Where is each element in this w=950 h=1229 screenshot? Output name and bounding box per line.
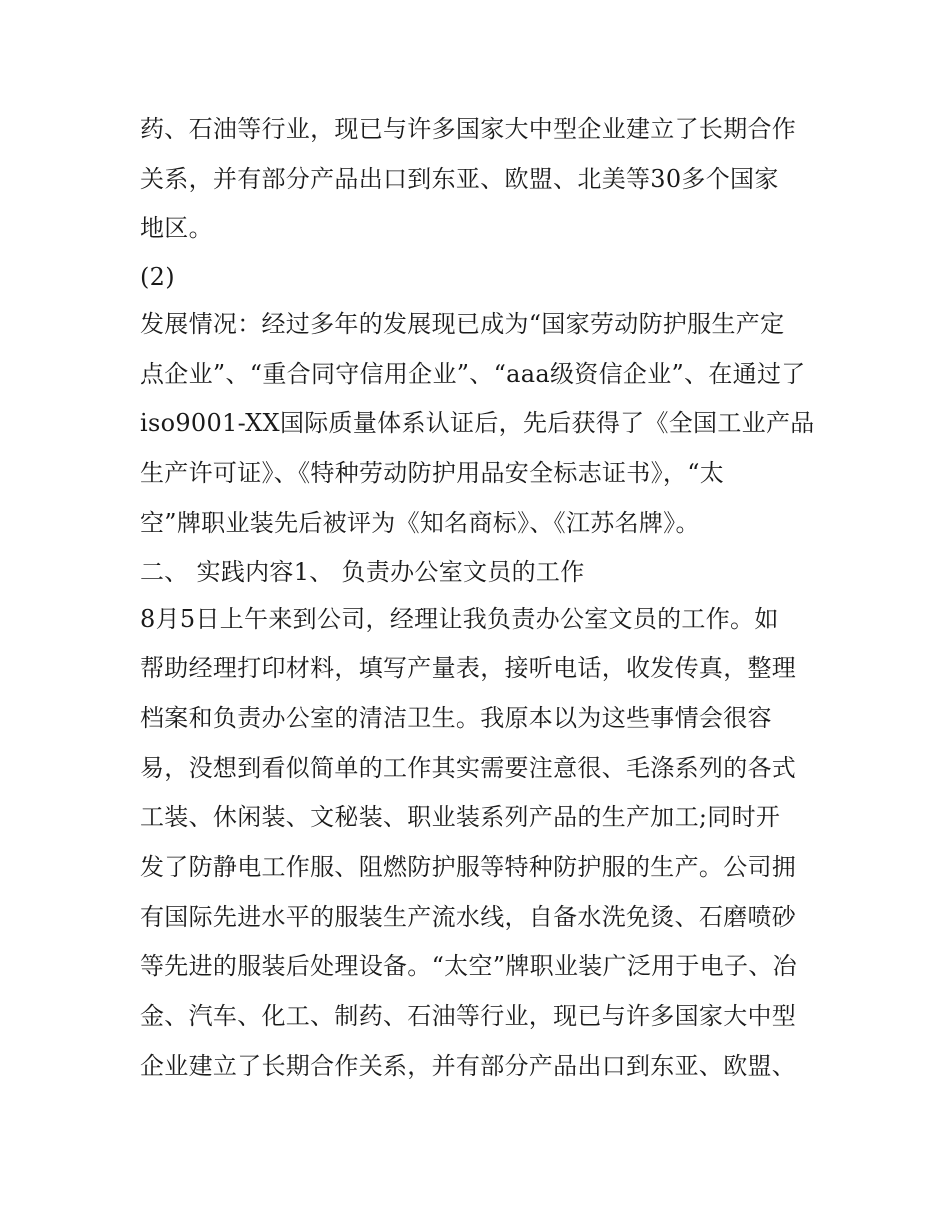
text-line: 等先进的服装后处理设备。“太空”牌职业装广泛用于电子、冶: [140, 952, 797, 981]
text-line: 档案和负责办公室的清洁卫生。我原本以为这些事情会很容: [140, 703, 772, 732]
text-line: 关系，并有部分产品出口到东亚、欧盟、北美等30多个国家: [140, 164, 779, 193]
section-number: (2): [140, 263, 175, 292]
text-line: 企业建立了长期合作关系，并有部分产品出口到东亚、欧盟、: [140, 1051, 797, 1080]
text-line: 生产许可证》、《特种劳动防护用品安全标志证书》，“太: [140, 459, 725, 488]
text-line: 点企业”、“重合同守信用企业”、“aaa级资信企业”、在通过了: [140, 359, 806, 388]
text-line: iso9001-XX国际质量体系认证后，先后获得了《全国工业产品: [140, 409, 815, 438]
text-line: 药、石油等行业，现已与许多国家大中型企业建立了长期合作: [140, 115, 797, 143]
text-line: 工装、休闲装、文秘装、职业装系列产品的生产加工;同时开: [140, 803, 781, 832]
text-line: 有国际先进水平的服装生产流水线，自备水洗免烫、石磨喷砂: [140, 902, 797, 931]
section-heading: 二、 实践内容1、 负责办公室文员的工作: [140, 557, 585, 586]
text-line: 帮助经理打印材料，填写产量表，接听电话，收发传真，整理: [140, 654, 797, 683]
text-line: 易，没想到看似简单的工作其实需要注意很、毛涤系列的各式: [140, 753, 797, 782]
text-line: 空”牌职业装先后被评为《知名商标》、《江苏名牌》。: [140, 508, 700, 537]
document-body: [140, 105, 820, 1091]
text-line: 8月5日上午来到公司，经理让我负责办公室文员的工作。如: [140, 604, 779, 633]
text-line: 发展情况：经过多年的发展现已成为“国家劳动防护服生产定: [140, 310, 785, 339]
text-line: 地区。: [140, 214, 213, 243]
text-line: 发了防静电工作服、阻燃防护服等特种防护服的生产。公司拥: [140, 852, 797, 881]
text-line: 金、汽车、化工、制药、石油等行业，现已与许多国家大中型: [140, 1002, 797, 1030]
